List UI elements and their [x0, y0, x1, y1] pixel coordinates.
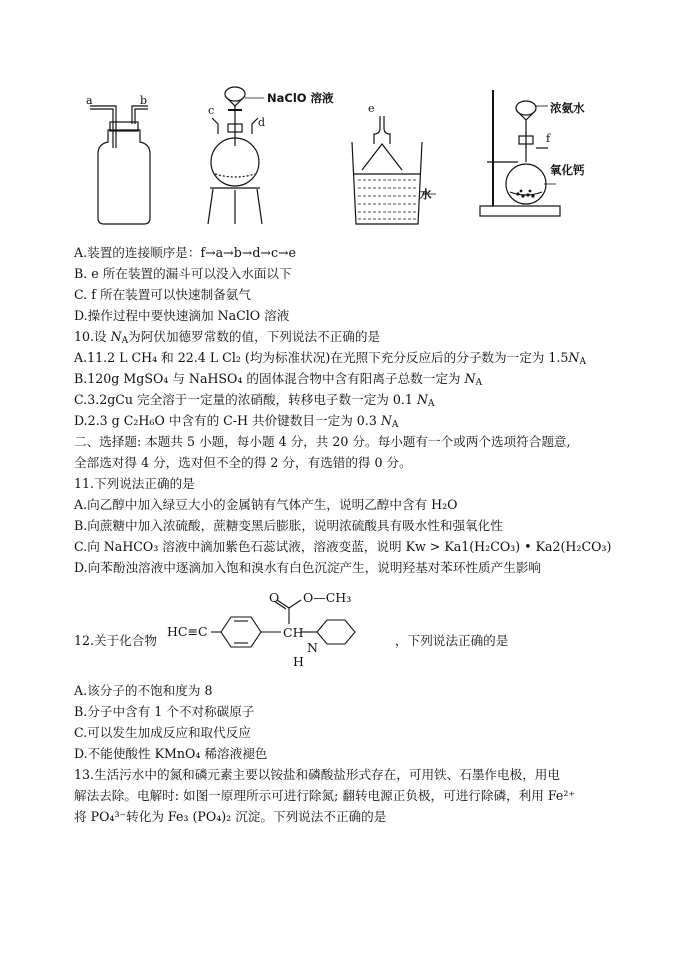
label-d: d — [258, 116, 266, 129]
mol-o: O — [269, 590, 280, 605]
q11-option-c: C.向 NaHCO₃ 溶液中滴加紫色石蕊试液，溶液变蓝，说明 Kw > Ka1(H₂CO₃) • Ka2(H₂CO₃) — [74, 539, 612, 554]
q9-option-a: A.装置的连接顺序是：f→a→b→d→c→e — [74, 245, 297, 260]
q13-line2: 解法去除。电解时: 如图一原理所示可进行除氮; 翻转电源正负极，可进行除磷，利用 Fe²⁺ — [74, 788, 576, 803]
q10-option-d — [74, 412, 398, 434]
q12-option-d: D.不能使酸性 KMnO₄ 稀溶液褪色 — [74, 746, 268, 761]
q10-option-b-text: B.120g MgSO₄ 与 NaHSO₄ 的固体混合物中含有阳离子总数一定为 — [74, 371, 461, 386]
mol-n: N — [307, 640, 318, 655]
na-symbol: N — [568, 350, 580, 365]
q11-option-d: D.向苯酚浊溶液中逐滴加入饱和溴水有白色沉淀产生，说明羟基对苯环性质产生影响 — [74, 560, 542, 575]
q9-option-b: B. e 所在装置的漏斗可以没入水面以下 — [74, 266, 292, 281]
cao-solid — [516, 190, 534, 198]
label-c: c — [208, 104, 215, 117]
q10-stem-post: 为阿伏加德罗常数的值，下列说法不正确的是 — [128, 329, 381, 344]
q10-option-a — [74, 349, 586, 371]
q12-option-b: B.分子中含有 1 个不对称碳原子 — [74, 704, 255, 719]
q12-option-a: A.该分子的不饱和度为 8 — [74, 683, 213, 698]
label-e: e — [368, 102, 375, 115]
q10-stem-pre: 10.设 — [74, 329, 111, 344]
label-f: f — [546, 132, 551, 145]
na-sub: A — [121, 336, 129, 346]
q11-stem: 11.下列说法正确的是 — [74, 476, 195, 491]
label-b: b — [140, 94, 148, 107]
na-symbol: N — [416, 392, 428, 407]
naclo-label: NaClO 溶液 — [267, 91, 334, 105]
q9-option-c: C. f 所在装置可以快速制备氨气 — [74, 287, 251, 302]
q10-option-b — [74, 370, 482, 392]
ammonia-setup — [480, 90, 560, 216]
mol-och3: O—CH₃ — [303, 590, 352, 605]
q10-option-c — [74, 391, 434, 413]
na-sub: A — [475, 378, 483, 388]
beaker-with-funnel — [352, 116, 422, 224]
cao-label: 氧化钙 — [550, 163, 585, 177]
q13-line3: 将 PO₄³⁻转化为 Fe₃ (PO₄)₂ 沉淀。下列说法不正确的是 — [74, 809, 387, 824]
reaction-flask — [208, 87, 262, 224]
q10-option-d-text: D.2.3 g C₂H₆O 中含有的 C-H 共价键数目一定为 0.3 — [74, 413, 377, 428]
ammonia-label: 浓氨水 — [550, 101, 585, 115]
q10-option-a-text: A.11.2 L CH₄ 和 22.4 L Cl₂ (均为标准状况)在光照下充分反应后的分子数为一定为 1.5 — [74, 350, 569, 365]
q9-option-d: D.操作过程中要快速滴加 NaClO 溶液 — [74, 308, 290, 323]
q11-option-b: B.向蔗糖中加入浓硫酸，蔗糖变黑后膨胀，说明浓硫酸具有吸水性和强氧化性 — [74, 518, 503, 533]
apparatus-figures — [78, 84, 598, 230]
na-sub: A — [579, 357, 586, 367]
section2-line2: 全部选对得 4 分，选对但不全的得 2 分，有选错的得 0 分。 — [74, 455, 412, 470]
na-sub: A — [391, 420, 399, 430]
na-symbol: N — [110, 329, 122, 344]
na-symbol: N — [464, 371, 476, 386]
q12-stem-pre: 12.关于化合物 — [74, 633, 157, 648]
q13-line1: 13.生活污水中的氮和磷元素主要以铵盐和磷酸盐形式存在，可用铁、石墨作电极，用电 — [74, 767, 560, 782]
mol-ch: CH — [283, 625, 304, 640]
mol-h: H — [293, 654, 304, 669]
mol-hc-c: HC≡C — [167, 624, 208, 639]
section2-line1: 二、选择题: 本题共 5 小题，每小题 4 分，共 20 分。每小题有一个或两个选项符合题意, — [74, 434, 571, 449]
compound-structure — [165, 590, 390, 670]
na-symbol: N — [380, 413, 392, 428]
q11-option-a: A.向乙醇中加入绿豆大小的金属钠有气体产生，说明乙醇中含有 H₂O — [74, 497, 458, 512]
na-sub: A — [427, 399, 435, 409]
water-label: 水 — [420, 187, 432, 201]
label-a: a — [86, 94, 93, 107]
q10-stem — [74, 328, 380, 350]
q12-stem-post: ，下列说法正确的是 — [395, 633, 509, 648]
q10-option-c-text: C.3.2gCu 完全溶于一定量的浓硝酸，转移电子数一定为 0.1 — [74, 392, 413, 407]
gas-washing-bottle — [90, 106, 150, 224]
q12-option-c: C.可以发生加成反应和取代反应 — [74, 725, 251, 740]
